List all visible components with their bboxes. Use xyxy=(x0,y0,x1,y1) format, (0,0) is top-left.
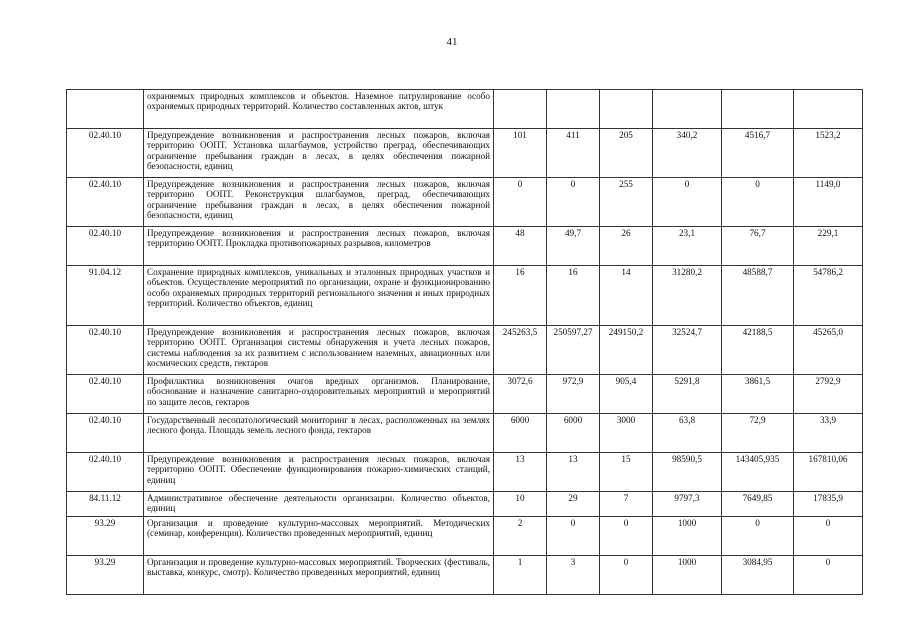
value-cell: 143405,935 xyxy=(722,453,794,492)
value-cell: 0 xyxy=(600,517,653,556)
value-cell: 7649,85 xyxy=(722,492,794,517)
value-cell: 14 xyxy=(600,266,653,326)
table-row xyxy=(67,129,863,178)
value-cell: 411 xyxy=(547,129,600,178)
value-cell: 0 xyxy=(722,517,794,556)
value-cell: 5291,8 xyxy=(653,375,722,414)
value-cell: 0 xyxy=(722,178,794,227)
table-row xyxy=(67,227,863,266)
value-cell: 10 xyxy=(494,492,547,517)
value-cell xyxy=(547,90,600,129)
value-cell: 76,7 xyxy=(722,227,794,266)
value-cell: 23,1 xyxy=(653,227,722,266)
value-cell: 1 xyxy=(494,556,547,595)
okved-code-cell: 02.40.10 xyxy=(67,453,144,492)
value-cell: 0 xyxy=(547,178,600,227)
value-cell: 49,7 xyxy=(547,227,600,266)
value-cell xyxy=(494,90,547,129)
value-cell: 3 xyxy=(547,556,600,595)
description-cell: Профилактика возникновения очагов вредных организмов. Планирование, обоснование и назначение санитарно-оздоровительных мероприятий и мероприятий по защите лесов, гектаров xyxy=(144,375,494,414)
okved-code-cell: 02.40.10 xyxy=(67,375,144,414)
value-cell: 229,1 xyxy=(794,227,863,266)
value-cell: 26 xyxy=(600,227,653,266)
table-row xyxy=(67,517,863,556)
value-cell: 101 xyxy=(494,129,547,178)
okved-code-cell: 02.40.10 xyxy=(67,129,144,178)
value-cell: 245263,5 xyxy=(494,326,547,375)
page-number: 41 xyxy=(446,36,458,48)
value-cell: 72,9 xyxy=(722,414,794,453)
value-cell: 98590,5 xyxy=(653,453,722,492)
description-cell: Предупреждение возникновения и распространения лесных пожаров, включая территорию ООПТ. Обеспечение функционирования пожарно-химических станций, единиц xyxy=(144,453,494,492)
okved-code-cell: 93.29 xyxy=(67,556,144,595)
value-cell: 0 xyxy=(794,556,863,595)
value-cell: 1000 xyxy=(653,517,722,556)
value-cell: 1000 xyxy=(653,556,722,595)
okved-code-cell: 91.04.12 xyxy=(67,266,144,326)
value-cell: 16 xyxy=(547,266,600,326)
table-row xyxy=(67,90,863,129)
description-cell: Предупреждение возникновения и распространения лесных пожаров, включая территорию ООПТ. Установка шлагбаумов, устройство преград, обеспечивающих ограничение пребывания граждан в лесах, в целях обеспечения пожарной безопасности, единиц xyxy=(144,129,494,178)
table-row xyxy=(67,492,863,517)
description-cell: Государственный лесопатологический мониторинг в лесах, расположенных на землях лесного фонда. Площадь земель лесного фонда, гектаров xyxy=(144,414,494,453)
value-cell: 13 xyxy=(547,453,600,492)
description-cell: Административное обеспечение деятельности организации. Количество объектов, единиц xyxy=(144,492,494,517)
value-cell: 4516,7 xyxy=(722,129,794,178)
description-cell: Предупреждение возникновения и распространения лесных пожаров, включая территорию ООПТ. Реконструкция шлагбаумов, преград, обеспечивающих ограничение пребывания граждан в лесах, в целях обеспечения пожарной безопасности, единиц xyxy=(144,178,494,227)
value-cell: 29 xyxy=(547,492,600,517)
value-cell: 2792,9 xyxy=(794,375,863,414)
value-cell: 205 xyxy=(600,129,653,178)
description-cell: Предупреждение возникновения и распространения лесных пожаров, включая территорию ООПТ. Прокладка противопожарных разрывов, километров xyxy=(144,227,494,266)
table-row xyxy=(67,375,863,414)
table-row xyxy=(67,453,863,492)
value-cell: 3861,5 xyxy=(722,375,794,414)
value-cell: 6000 xyxy=(494,414,547,453)
value-cell: 0 xyxy=(494,178,547,227)
value-cell: 3000 xyxy=(600,414,653,453)
value-cell: 33,9 xyxy=(794,414,863,453)
description-cell: Организация и проведение культурно-массовых мероприятий. Творческих (фестиваль, выставка, конкурс, смотр). Количество проведенных мероприятий, единиц xyxy=(144,556,494,595)
value-cell xyxy=(600,90,653,129)
description-cell: охраняемых природных комплексов и объектов. Наземное патрулирование особо охраняемых природных территорий. Количество составленных актов, штук xyxy=(144,90,494,129)
value-cell: 17835,9 xyxy=(794,492,863,517)
value-cell: 13 xyxy=(494,453,547,492)
value-cell: 0 xyxy=(547,517,600,556)
value-cell: 250597,27 xyxy=(547,326,600,375)
value-cell: 0 xyxy=(794,517,863,556)
value-cell: 63,8 xyxy=(653,414,722,453)
value-cell: 7 xyxy=(600,492,653,517)
value-cell: 1523,2 xyxy=(794,129,863,178)
value-cell: 905,4 xyxy=(600,375,653,414)
value-cell xyxy=(794,90,863,129)
value-cell: 42188,5 xyxy=(722,326,794,375)
okved-code-cell: 93.29 xyxy=(67,517,144,556)
value-cell: 6000 xyxy=(547,414,600,453)
value-cell: 167810,06 xyxy=(794,453,863,492)
table-row xyxy=(67,326,863,375)
value-cell: 54786,2 xyxy=(794,266,863,326)
description-cell: Предупреждение возникновения и распространения лесных пожаров, включая территорию ООПТ. Организация системы обнаружения и учета лесных пожаров, системы наблюдения за их развитием с использованием наземных, авиационных или космических средств, гектаров xyxy=(144,326,494,375)
table-row xyxy=(67,414,863,453)
value-cell: 340,2 xyxy=(653,129,722,178)
value-cell: 48588,7 xyxy=(722,266,794,326)
okved-code-cell: 02.40.10 xyxy=(67,414,144,453)
value-cell: 255 xyxy=(600,178,653,227)
value-cell: 32524,7 xyxy=(653,326,722,375)
value-cell: 249150,2 xyxy=(600,326,653,375)
okved-code-cell: 02.40.10 xyxy=(67,326,144,375)
value-cell: 3072,6 xyxy=(494,375,547,414)
value-cell: 1149,0 xyxy=(794,178,863,227)
okved-code-cell xyxy=(67,90,144,129)
table-row xyxy=(67,178,863,227)
table-row xyxy=(67,266,863,326)
value-cell: 48 xyxy=(494,227,547,266)
value-cell: 15 xyxy=(600,453,653,492)
value-cell: 31280,2 xyxy=(653,266,722,326)
okved-code-cell: 84.11.12 xyxy=(67,492,144,517)
table-body xyxy=(67,90,863,595)
value-cell: 16 xyxy=(494,266,547,326)
services-table xyxy=(66,89,863,595)
okved-code-cell: 02.40.10 xyxy=(67,178,144,227)
value-cell: 3084,95 xyxy=(722,556,794,595)
description-cell: Сохранение природных комплексов, уникальных и эталонных природных участков и объектов. Осуществление мероприятий по организации, охране и функционированию особо охраняемых природных территорий регионального значения и иных природных территорий. Количество объектов, единиц xyxy=(144,266,494,326)
okved-code-cell: 02.40.10 xyxy=(67,227,144,266)
table-row xyxy=(67,556,863,595)
description-cell: Организация и проведение культурно-массовых мероприятий. Методических (семинар, конференция). Количество проведенных мероприятий, единиц xyxy=(144,517,494,556)
value-cell: 0 xyxy=(653,178,722,227)
value-cell: 9797,3 xyxy=(653,492,722,517)
value-cell: 972,9 xyxy=(547,375,600,414)
value-cell: 45265,0 xyxy=(794,326,863,375)
value-cell xyxy=(722,90,794,129)
value-cell xyxy=(653,90,722,129)
value-cell: 2 xyxy=(494,517,547,556)
value-cell: 0 xyxy=(600,556,653,595)
